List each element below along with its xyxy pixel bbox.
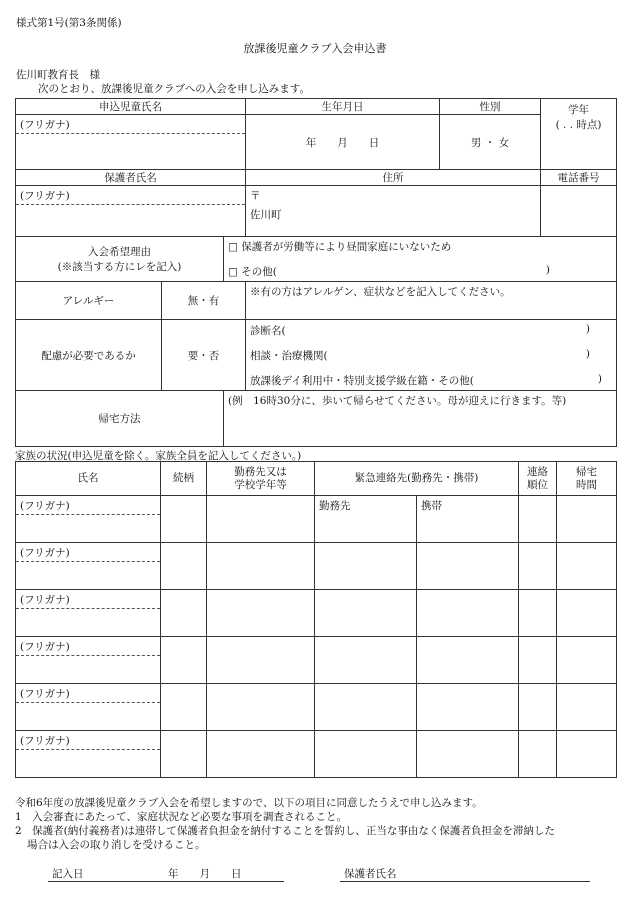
entry-date-underline: [48, 881, 284, 882]
allergy-detail[interactable]: [246, 282, 617, 320]
phone-field[interactable]: [541, 186, 617, 237]
family-work-cell[interactable]: [207, 543, 315, 590]
family-furigana[interactable]: (フリガナ): [16, 590, 160, 609]
family-order-cell[interactable]: [519, 637, 557, 684]
care-consult-close: ): [585, 348, 591, 360]
family-header-return-line1: 帰宅: [576, 465, 598, 478]
agreement-item-2: 2 保護者(納付義務者)は連帯して保護者負担金を納付することを誓約し、正当な事由なく保護者負担金を滞納した: [15, 825, 555, 837]
postal-mark: 〒: [250, 190, 261, 202]
page-title: 放課後児童クラブ入会申込書: [243, 42, 387, 55]
family-emergency-work-cell[interactable]: [315, 684, 417, 731]
family-relation-cell[interactable]: [161, 684, 207, 731]
grade-note: ( . . 時点): [555, 119, 602, 131]
reason-label-note: (※該当する方にレを記入): [57, 261, 182, 273]
family-return-cell[interactable]: [557, 543, 617, 590]
care-consult[interactable]: [246, 346, 616, 365]
family-order-cell[interactable]: [519, 731, 557, 778]
header-child-name: 申込児童氏名: [16, 99, 246, 115]
emergency-work-label: 勤務先: [319, 500, 351, 512]
family-emergency-work-cell[interactable]: [315, 637, 417, 684]
family-row: [16, 496, 617, 543]
family-emergency-mobile-cell[interactable]: [417, 637, 519, 684]
family-emergency-mobile-cell[interactable]: [417, 543, 519, 590]
family-furigana[interactable]: (フリガナ): [16, 543, 160, 562]
child-name-cell[interactable]: [16, 115, 246, 170]
town-name: 佐川町: [250, 209, 282, 221]
family-work-cell[interactable]: [207, 684, 315, 731]
family-row: [16, 543, 617, 590]
emergency-mobile-label: 携帯: [421, 500, 442, 512]
header-address: 住所: [246, 170, 541, 186]
family-row: [16, 684, 617, 731]
family-emergency-work-cell[interactable]: [315, 590, 417, 637]
family-relation-cell[interactable]: [161, 637, 207, 684]
family-furigana[interactable]: (フリガナ): [16, 496, 160, 515]
family-header-return-line2: 時間: [576, 478, 598, 491]
entry-date-field[interactable]: 年 月 日: [168, 868, 242, 880]
family-header-order-line2: 順位: [527, 478, 549, 491]
reason-label: [16, 237, 224, 282]
care-label: 配慮が必要であるか: [16, 320, 162, 391]
addressee: 佐川町教育長 様: [16, 69, 100, 81]
family-row: [16, 637, 617, 684]
form-number: 様式第1号(第3条関係): [16, 17, 122, 29]
guardian-signature-label: 保護者氏名: [344, 868, 397, 880]
return-method-field[interactable]: [224, 391, 617, 447]
allergy-note: ※有の方はアレルゲン、症状などを記入してください。: [250, 286, 511, 298]
family-emergency-work-cell[interactable]: [315, 543, 417, 590]
agreement-item-1: 1 入会審査にあたって、家庭状況など必要な事項を調査されること。: [15, 811, 347, 823]
family-header-order-line1: 連絡: [527, 465, 549, 478]
care-diagnosis-label: 診断名(: [250, 325, 286, 337]
family-header-emergency: 緊急連絡先(勤務先・携帯): [315, 462, 519, 496]
family-return-cell[interactable]: [557, 731, 617, 778]
family-order-cell[interactable]: [519, 684, 557, 731]
return-method-example: (例 16時30分に、歩いて帰らせてください。母が迎えに行きます。等): [228, 395, 567, 407]
family-emergency-work-cell[interactable]: [315, 496, 417, 543]
family-order-cell[interactable]: [519, 590, 557, 637]
family-return-cell[interactable]: [557, 684, 617, 731]
family-header-order: [519, 462, 557, 496]
family-work-cell[interactable]: [207, 731, 315, 778]
family-relation-cell[interactable]: [161, 496, 207, 543]
family-emergency-mobile-cell[interactable]: [417, 496, 519, 543]
family-header-relation: 続柄: [161, 462, 207, 496]
family-row: [16, 590, 617, 637]
family-emergency-work-cell[interactable]: [315, 731, 417, 778]
family-table: [15, 461, 617, 778]
family-name-cell[interactable]: [16, 637, 161, 684]
family-header-work-line2: 学校学年等: [234, 478, 287, 491]
guardian-furigana[interactable]: (フリガナ): [16, 186, 245, 205]
family-return-cell[interactable]: [557, 637, 617, 684]
entry-date-label: 記入日: [52, 868, 84, 880]
family-work-cell[interactable]: [207, 496, 315, 543]
family-emergency-mobile-cell[interactable]: [417, 731, 519, 778]
family-row: [16, 731, 617, 778]
family-name-cell[interactable]: [16, 590, 161, 637]
agreement-lead: 令和6年度の放課後児童クラブ入会を希望しますので、以下の項目に同意したうえで申し込みます。: [15, 797, 483, 809]
family-header-return: [557, 462, 617, 496]
birthdate-field[interactable]: 年 月 日: [246, 115, 440, 170]
family-return-cell[interactable]: [557, 496, 617, 543]
reason-option-other[interactable]: [224, 262, 616, 281]
grade-cell[interactable]: [541, 99, 617, 170]
family-caption: 家族の状況(申込児童を除く。家族全員を記入してください。): [15, 450, 302, 462]
allergy-choice[interactable]: 無・有: [162, 282, 246, 320]
family-emergency-mobile-cell[interactable]: [417, 590, 519, 637]
reason-label-main: 入会希望理由: [88, 246, 151, 258]
family-header-work-line1: 勤務先又は: [234, 465, 287, 478]
reason-other-close: ): [545, 264, 551, 276]
header-phone: 電話番号: [541, 170, 617, 186]
family-work-cell[interactable]: [207, 637, 315, 684]
header-birthdate: 生年月日: [246, 99, 440, 115]
family-header-name: 氏名: [16, 462, 161, 496]
family-relation-cell[interactable]: [161, 543, 207, 590]
family-name-cell[interactable]: [16, 496, 161, 543]
care-other-label: 放課後デイ利用中・特別支援学級在籍・その他(: [250, 375, 474, 387]
family-return-cell[interactable]: [557, 590, 617, 637]
family-name-cell[interactable]: [16, 684, 161, 731]
reason-other-label: □ その他(: [228, 266, 277, 278]
care-choice[interactable]: 要・否: [162, 320, 246, 391]
agreement-item-2-cont: 場合は入会の取り消しを受けること。: [27, 839, 206, 851]
family-emergency-mobile-cell[interactable]: [417, 684, 519, 731]
family-name-cell[interactable]: [16, 543, 161, 590]
family-order-cell[interactable]: [519, 496, 557, 543]
child-furigana[interactable]: (フリガナ): [16, 115, 245, 134]
header-grade: 学年: [568, 104, 590, 116]
family-order-cell[interactable]: [519, 543, 557, 590]
family-header-work: [207, 462, 315, 496]
family-name-cell[interactable]: [16, 731, 161, 778]
care-consult-label: 相談・治療機関(: [250, 350, 328, 362]
care-diagnosis-close: ): [585, 323, 591, 335]
address-field[interactable]: [246, 186, 541, 237]
return-method-label: 帰宅方法: [16, 391, 224, 447]
family-furigana[interactable]: (フリガナ): [16, 637, 160, 656]
guardian-name-cell[interactable]: [16, 186, 246, 237]
care-other[interactable]: [246, 371, 616, 390]
application-table: [15, 98, 617, 447]
care-detail[interactable]: [246, 320, 617, 391]
sex-field[interactable]: 男 ・ 女: [440, 115, 541, 170]
header-sex: 性別: [440, 99, 541, 115]
guardian-signature-line[interactable]: [340, 881, 590, 882]
family-furigana[interactable]: (フリガナ): [16, 684, 160, 703]
care-diagnosis[interactable]: [246, 321, 616, 340]
allergy-label: アレルギー: [16, 282, 162, 320]
reason-options: [224, 237, 617, 282]
family-relation-cell[interactable]: [161, 590, 207, 637]
family-work-cell[interactable]: [207, 590, 315, 637]
family-relation-cell[interactable]: [161, 731, 207, 778]
header-guardian-name: 保護者氏名: [16, 170, 246, 186]
reason-option-work[interactable]: □ 保護者が労働等により昼間家庭にいないため: [228, 241, 452, 253]
intro-text: 次のとおり、放課後児童クラブへの入会を申し込みます。: [38, 83, 310, 95]
family-furigana[interactable]: (フリガナ): [16, 731, 160, 750]
care-other-close: ): [597, 373, 603, 385]
